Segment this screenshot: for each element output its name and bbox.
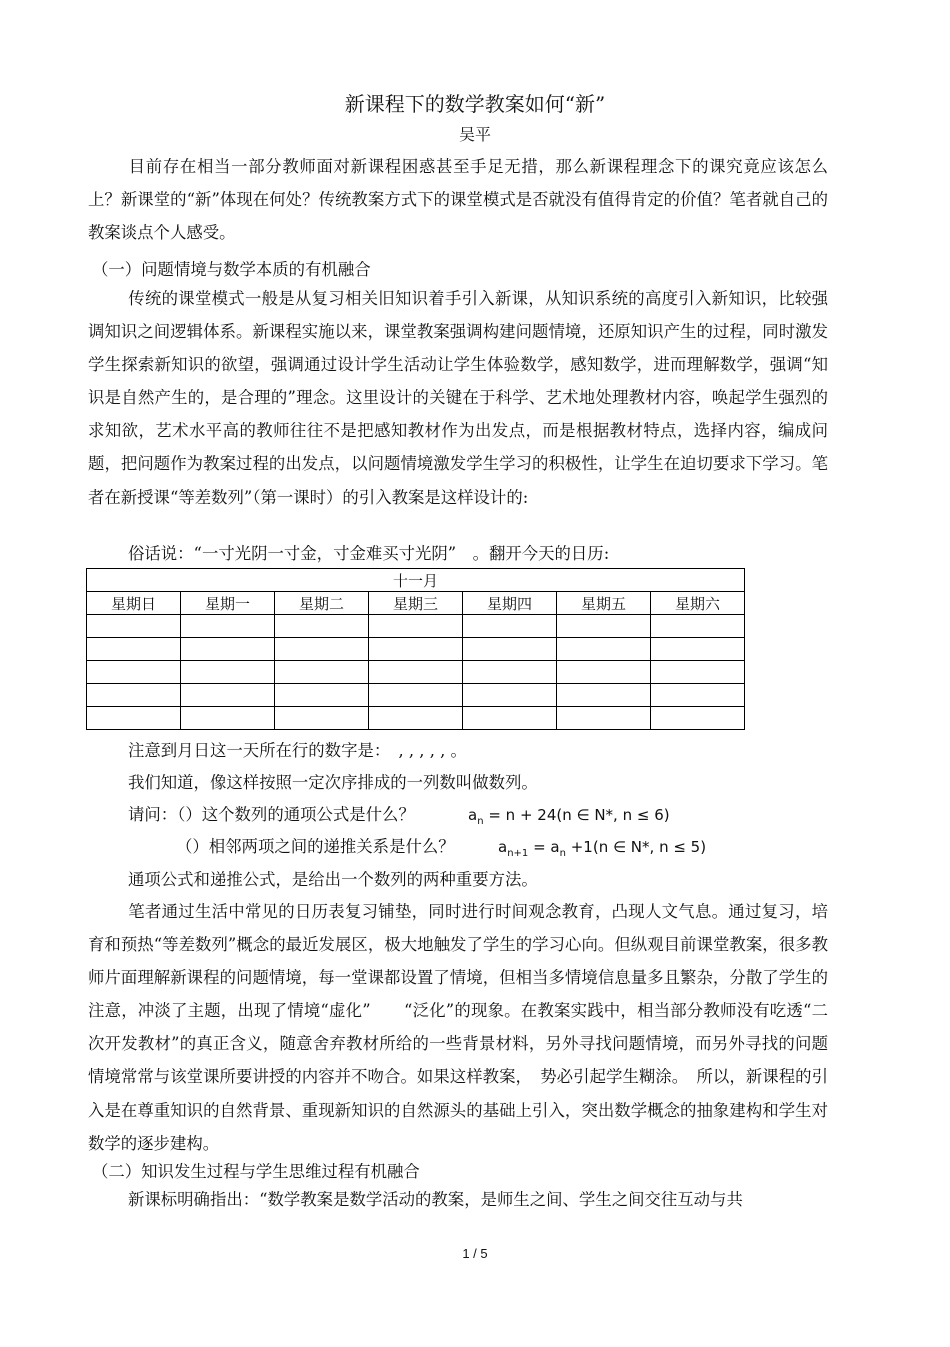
intro-paragraph (88, 150, 828, 249)
formula-rhs: +1(n ∈ N*, n ≤ 5) (570, 838, 707, 856)
author-name: 吴平 (458, 125, 491, 144)
calendar-week-row (87, 638, 745, 661)
formula-subscript: n (477, 816, 484, 827)
calendar-table (86, 568, 745, 730)
weekday-cell: 星期五 (557, 592, 651, 615)
formula-mid: = a (533, 838, 560, 856)
formula-general-term (468, 806, 670, 827)
formula-symbol: a (468, 806, 478, 824)
weekday-cell: 星期二 (275, 592, 369, 615)
formula-recurrence (498, 838, 706, 859)
formula-subscript: n+1 (507, 848, 529, 859)
weekday-cell: 星期三 (369, 592, 463, 615)
calendar-month: 十一月 (87, 569, 745, 592)
question-1: 请问：（）这个数列的通项公式是什么？ (128, 805, 415, 824)
section-2-heading: （二）知识发生过程与学生思维过程有机融合 (92, 1162, 420, 1181)
note-line: 注意到月日这一天所在行的数字是： , , , , , 。 (128, 741, 467, 760)
page-title: 新课程下的数学教案如何“新” (344, 92, 606, 116)
section-1-paragraph-1 (88, 282, 828, 514)
section-1-paragraph-1-text: 传统的课堂模式一般是从复习相关旧知识着手引入新课，从知识系统的高度引入新知识，比较强调知识之间逻辑体系。新课程实施以来，课堂教案强调构建问题情境，还原知识产生的过程，同时激发学生探索新知识的欲望，强调通过设计学生活动让学生体验数学，感知数学，进而理解数学，强调“知识是自然产生的，是合理的”理念。这里设计的关键在于科学、艺术地处理教材内容，唤起学生强烈的求知欲，艺术水平高的教师往往不是把感知教材作为出发点，而是根据教材特点，选择内容，编成问题，把问题作为教案过程的出发点，以问题情境激发学生学习的积极性，让学生在迫切要求下学习。笔者在新授课“等差数列”（第一课时）的引入教案是这样设计的: (88, 289, 828, 507)
summary-line: 通项公式和递推公式，是给出一个数列的两种重要方法。 (128, 870, 538, 889)
formula-subscript: n (559, 848, 566, 859)
weekday-cell: 星期一 (181, 592, 275, 615)
section-1-heading: （一）问题情境与数学本质的有机融合 (92, 260, 371, 279)
section-2-paragraph-1: 新课标明确指出：“数学教案是数学活动的教案，是师生之间、学生之间交往互动与共 (128, 1190, 743, 1209)
calendar-week-row (87, 684, 745, 707)
formula-symbol: a (498, 838, 508, 856)
weekday-cell: 星期六 (651, 592, 745, 615)
intro-text: 目前存在相当一部分教师面对新课程困惑甚至手足无措，那么新课程理念下的课究竟应该怎么上？新课堂的“新”体现在何处？传统教案方式下的课堂模式是否就没有值得肯定的价值？笔者就自己的教案谈点个人感受。 (88, 157, 828, 243)
question-2: （）相邻两项之间的递推关系是什么？ (176, 837, 455, 856)
section-1-paragraph-2-text: 笔者通过生活中常见的日历表复习铺垫，同时进行时间观念教育，凸现人文气息。通过复习，培育和预热“等差数列”概念的最近发展区，极大地触发了学生的学习心向。但纵观目前课堂教案，很多教师片面理解新课程的问题情境，每一堂课都设置了情境，但相当多情境信息量多且繁杂，分散了学生的注意，冲淡了主题，出现了情境“虚化” “泛化”的现象。在教案实践中，相当部分教师没有吃透“二次开发教材”的真正含义，随意舍弃教材所给的一些背景材料，另外寻找问题情境，而另外寻找的问题情境常常与该堂课所要讲授的内容并不吻合。如果这样教案， 势必引起学生糊涂。 所以，新课程的引入是在尊重知识的自然背景、重现新知识的自然源头的基础上引入，突出数学概念的抽象建构和学生对数学的逐步建构。 (88, 902, 828, 1153)
calendar-week-row (87, 707, 745, 730)
calendar-week-row (87, 661, 745, 684)
weekday-cell: 星期日 (87, 592, 181, 615)
weekday-cell: 星期四 (463, 592, 557, 615)
proverb-line: 俗话说：“一寸光阴一寸金，寸金难买寸光阴” 。翻开今天的日历: (128, 544, 610, 563)
calendar-week-row (87, 615, 745, 638)
page-number: 1 / 5 (462, 1246, 488, 1261)
formula-rhs: = n + 24(n ∈ N*, n ≤ 6) (488, 806, 670, 824)
definition-line: 我们知道，像这样按照一定次序排成的一列数叫做数列。 (128, 773, 538, 792)
calendar-weekday-row (87, 592, 745, 615)
section-1-paragraph-2 (88, 895, 828, 1160)
